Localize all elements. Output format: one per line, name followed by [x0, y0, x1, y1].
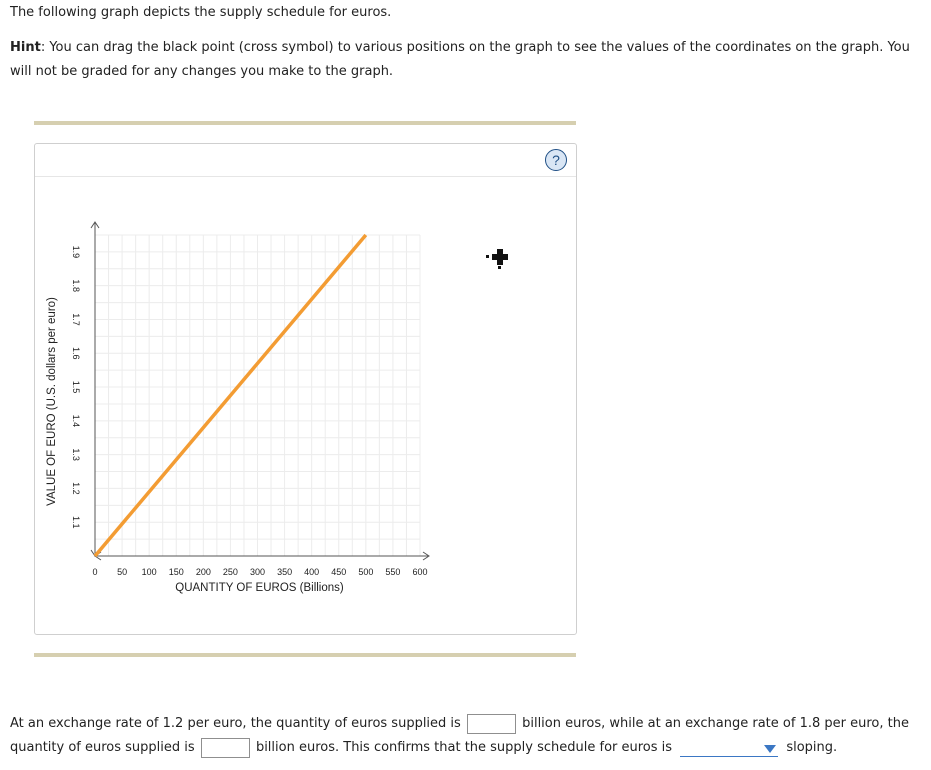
x-tick-label: 50 — [117, 567, 128, 577]
x-tick-label: 400 — [304, 567, 320, 577]
x-tick-label: 550 — [385, 567, 401, 577]
y-tick-label: 1.4 — [71, 414, 81, 428]
x-tick-label: 500 — [358, 567, 374, 577]
x-tick-label: 350 — [277, 567, 293, 577]
hint-label: Hint — [10, 40, 41, 55]
y-tick-label: 1.5 — [71, 380, 81, 394]
y-tick-label: 1.1 — [71, 515, 81, 529]
supply-chart — [35, 144, 576, 634]
intro-text: The following graph depicts the supply schedule for euros. — [10, 5, 392, 20]
y-axis-label: VALUE OF EURO (U.S. dollars per euro) — [46, 297, 58, 506]
question-part1: At an exchange rate of 1.2 per euro, the quantity of euros supplied is — [10, 716, 461, 731]
y-tick-label: 1.3 — [71, 448, 81, 461]
slope-dropdown[interactable] — [680, 738, 778, 757]
x-tick-label: 100 — [141, 567, 157, 577]
y-tick-label: 1.6 — [71, 347, 81, 360]
x-tick-label: 450 — [331, 567, 347, 577]
question-part4: sloping. — [786, 740, 838, 755]
x-tick-label: 250 — [222, 567, 238, 577]
y-tick-label: 1.8 — [71, 279, 81, 292]
question-part2: billion euros, while at an exchange rate of 1.8 per euro, the quantity of euros supplied is — [10, 716, 909, 755]
x-tick-label: 600 — [412, 567, 428, 577]
x-tick-label: 0 — [92, 567, 98, 577]
top-divider — [34, 121, 576, 125]
question-part3: billion euros. This confirms that the supply schedule for euros is — [255, 740, 673, 755]
graph-panel — [34, 143, 577, 635]
help-question-icon[interactable]: ? — [545, 149, 567, 171]
hint-body: : You can drag the black point (cross symbol) to various positions on the graph to see the values of the coordinates on the graph. You will not be graded for any changes you make to the graph. — [10, 40, 910, 79]
cross-drag-icon[interactable] — [486, 249, 508, 269]
bottom-divider — [34, 653, 576, 657]
y-tick-label: 1.7 — [71, 313, 81, 326]
question-text — [10, 712, 925, 760]
answer-input-2[interactable] — [201, 738, 250, 758]
hint-text — [10, 36, 922, 84]
x-tick-label: 200 — [195, 567, 211, 577]
x-axis-label: QUANTITY OF EUROS (Billions) — [175, 582, 344, 594]
y-tick-label: 1.2 — [71, 482, 81, 495]
y-tick-label: 1.9 — [71, 245, 81, 259]
chevron-down-icon — [764, 745, 776, 753]
answer-input-1[interactable] — [467, 714, 516, 734]
x-tick-label: 150 — [168, 567, 184, 577]
x-tick-label: 300 — [249, 567, 266, 577]
